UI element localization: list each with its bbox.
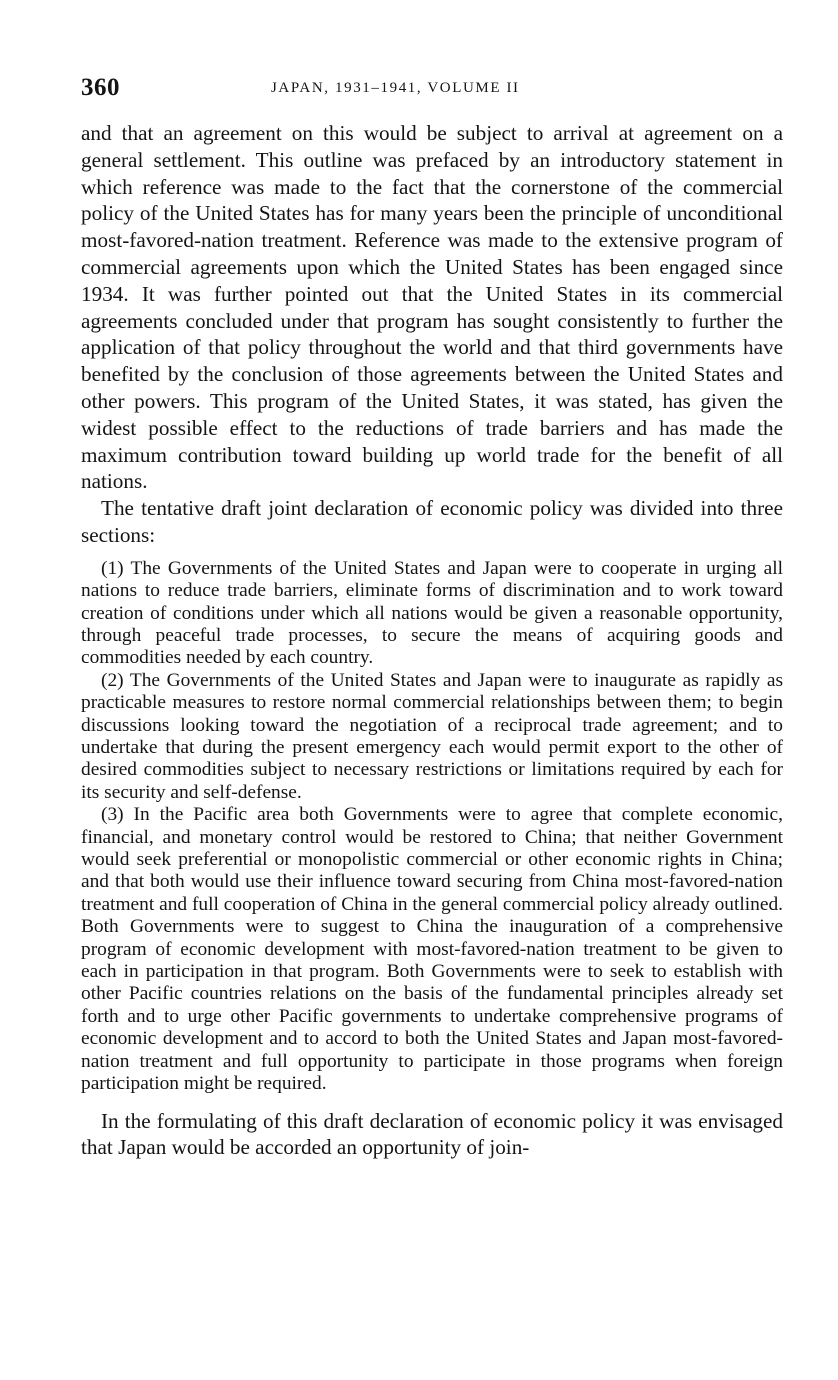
section-item-2: (2) The Governments of the United States and Japan were to inaugurate as rapidly as practicable measures to restore normal commercial relationships between them; to begin discussions looking toward the negotiation of a reciprocal trade agreement; and to undertake that during the present emergency each would permit export to the other of desired commodities subject to necessary restrictions or limitations required by each for its security and self-defense. (81, 669, 783, 803)
body-paragraph-2: The tentative draft joint declaration of economic policy was divided into three sections: (81, 496, 783, 547)
body-paragraph-3: In the formulating of this draft declaration of economic policy it was envisaged that Japan would be accorded an opportunity of join- (81, 1108, 783, 1160)
header-title: JAPAN, 1931–1941, VOLUME II (271, 80, 520, 96)
page-number: 360 (81, 74, 120, 101)
section-item-1: (1) The Governments of the United States and Japan were to cooperate in urging all nations to reduce trade barriers, eliminate forms of discrimination and to work toward creation of conditions under which all nations would be given a reasonable opportunity, through peaceful trade processes, to secure the means of acquiring goods and commodities needed by each country. (81, 557, 783, 669)
body-paragraph-1: and that an agreement on this would be subject to arrival at agreement on a general settlement. This outline was prefaced by an introductory statement in which reference was made to the fact that the cornerstone of the commercial policy of the United States has for many years been the principle of unconditional most-favored-nation treatment. Reference was made to the extensive program of commercial agreements upon which the United States has been engaged since 1934. It was further pointed out that the United States in its commercial agreements concluded under that program has sought consistently to further the application of that policy throughout the world and that third governments have benefited by the conclusion of those agreements between the United States and other powers. This program of the United States, it was stated, has given the widest possible effect to the reductions of trade barriers and has made the maximum contribution toward building up world trade for the benefit of all nations. (81, 121, 783, 494)
document-page (81, 74, 783, 1161)
sections-list (81, 558, 783, 1096)
section-item-3: (3) In the Pacific area both Governments were to agree that complete economic, financial, and monetary control would be restored to China; that neither Government would seek preferential or monopolistic commercial or other economic rights in China; and that both would use their influence toward securing from China most-favored-nation treatment and full cooperation of China in the general commercial policy already outlined. Both Governments were to suggest to China the inauguration of a comprehensive program of economic development with most-favored-nation treatment to be given to each in participation in that program. Both Governments were to seek to establish with other Pacific countries relations on the basis of the fundamental principles already set forth and to urge other Pacific governments to undertake comprehensive programs of economic development and to accord to both the United States and Japan most-favored-nation treatment and full opportunity to participate in those programs when foreign participation might be required. (81, 804, 783, 1095)
running-header (81, 74, 783, 108)
